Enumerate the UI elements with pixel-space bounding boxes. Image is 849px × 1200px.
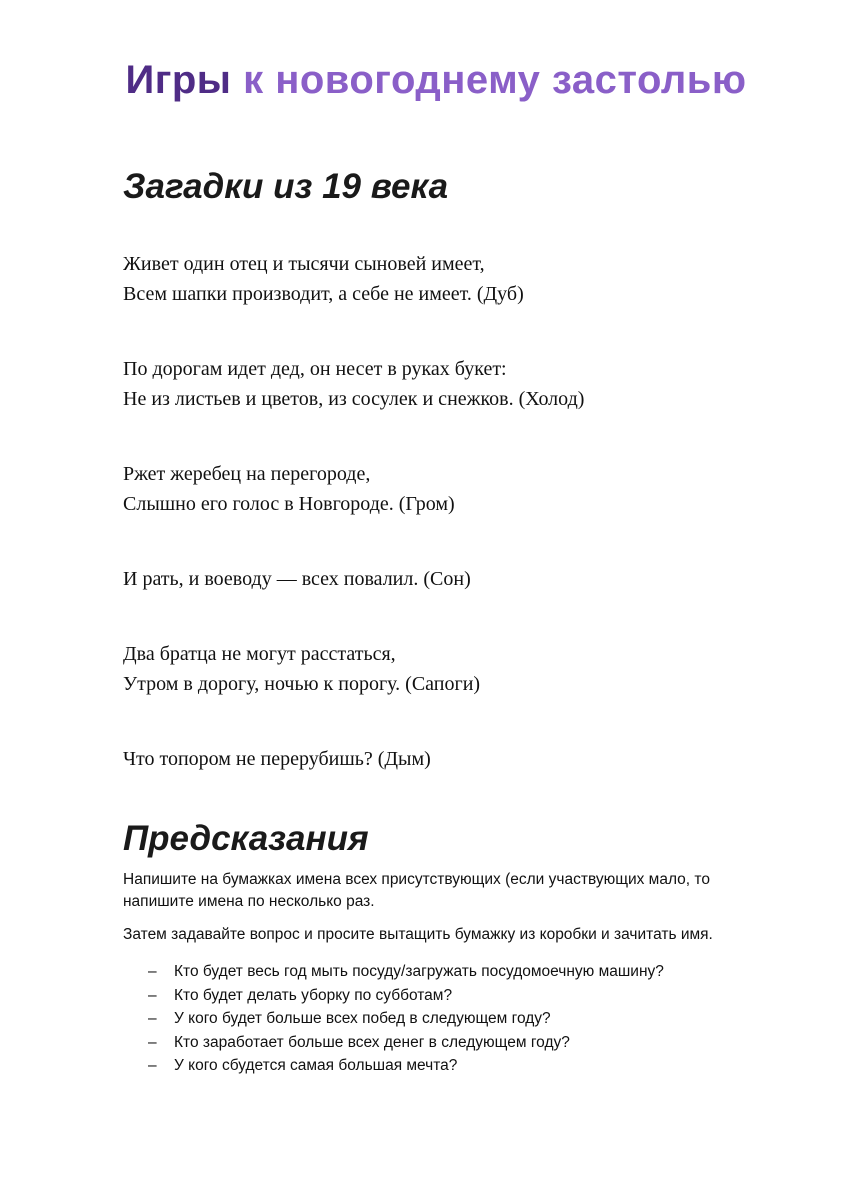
- riddle-line: По дорогам идет дед, он несет в руках букет:: [123, 358, 507, 380]
- document-title: [93, 58, 779, 103]
- riddle-item: [123, 459, 779, 519]
- predictions-paragraph: Напишите на бумажках имена всех присутствующих (если участвующих мало, то напишите имена по несколько раз.: [123, 871, 710, 910]
- riddle-line: Живет один отец и тысячи сыновей имеет,: [123, 253, 485, 275]
- riddle-line: И рать, и воеводу — всех повалил. (Сон): [123, 568, 471, 590]
- riddle-line: Утром в дорогу, ночью к порогу. (Сапоги): [123, 673, 481, 695]
- list-item: [148, 960, 779, 984]
- riddle-line: Что топором не перерубишь? (Дым): [123, 748, 431, 770]
- list-item: [148, 984, 779, 1008]
- riddle-item: [123, 639, 779, 699]
- question-text: Кто будет весь год мыть посуду/загружать посудомоечную машину?: [174, 963, 664, 980]
- riddle-line: Не из листьев и цветов, из сосулек и снежков. (Холод): [123, 388, 585, 410]
- riddle-line: Всем шапки производит, а себе не имеет. (Дуб): [123, 283, 524, 305]
- riddle-line: Ржет жеребец на перегороде,: [123, 463, 371, 485]
- title-part-primary: Игры: [125, 58, 232, 102]
- predictions-question-list: [148, 960, 779, 1078]
- list-dash-marker: –: [148, 963, 157, 980]
- list-dash-marker: –: [148, 1033, 157, 1051]
- riddle-item: [123, 564, 779, 594]
- question-text: У кого будет больше всех побед в следующем году?: [174, 1010, 551, 1027]
- riddle-item: [123, 744, 779, 774]
- question-text: Кто заработает больше всех денег в следующем году?: [174, 1033, 570, 1051]
- list-item: [148, 1054, 779, 1078]
- predictions-section-heading: Предсказания: [123, 819, 369, 858]
- list-item: [148, 1031, 779, 1055]
- list-dash-marker: –: [148, 986, 157, 1004]
- question-text: Кто будет делать уборку по субботам?: [174, 986, 453, 1004]
- riddle-line: Два братца не могут расстаться,: [123, 643, 396, 665]
- question-text: У кого сбудется самая большая мечта?: [174, 1057, 458, 1074]
- title-part-secondary: к новогоднему застолью: [231, 58, 747, 102]
- riddle-item: [123, 354, 779, 414]
- list-dash-marker: –: [148, 1057, 157, 1074]
- riddles-section-heading: Загадки из 19 века: [123, 167, 449, 206]
- list-item: [148, 1007, 779, 1031]
- riddle-item: [123, 249, 779, 309]
- riddle-line: Слышно его голос в Новгороде. (Гром): [123, 493, 455, 515]
- list-dash-marker: –: [148, 1010, 157, 1027]
- predictions-paragraph: Затем задавайте вопрос и просите вытащить бумажку из коробки и зачитать имя.: [123, 926, 713, 943]
